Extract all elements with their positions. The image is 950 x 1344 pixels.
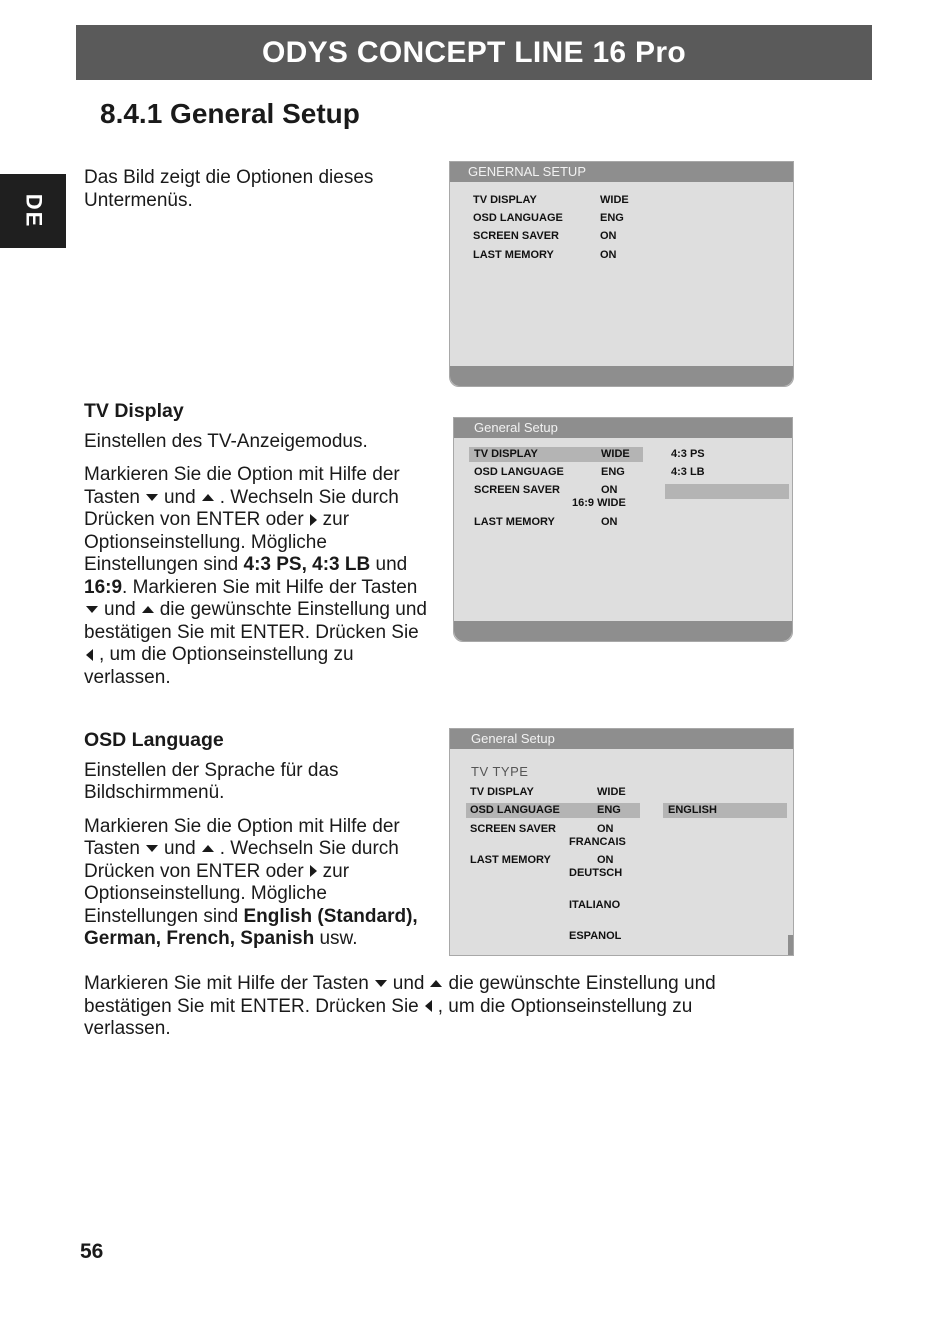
- osd-label: OSD LANGUAGE: [474, 466, 564, 478]
- text-span: und: [163, 838, 196, 859]
- osd-screen-tv-display: [453, 417, 793, 642]
- instruction-line: [84, 554, 454, 577]
- intro-line: Untermenüs.: [84, 189, 193, 211]
- text-span: zur: [322, 860, 350, 882]
- instruction-line: [84, 928, 454, 951]
- instruction-line: [84, 973, 784, 996]
- osd-language-section: [84, 729, 454, 951]
- arrow-down-icon: [146, 494, 158, 501]
- bold-span: 4:3 PS, 4:3 LB: [243, 554, 371, 575]
- text-span: bestätigen Sie mit ENTER. Drücken Sie: [84, 995, 419, 1017]
- osd-label: OSD LANGUAGE: [470, 804, 560, 816]
- osd-value: ON: [601, 484, 618, 496]
- text-span: , um die Optionseinstellung zu: [99, 644, 354, 665]
- bold-span: German, French, Spanish: [84, 928, 315, 949]
- osd-label: SCREEN SAVER: [473, 230, 559, 242]
- text-span: . Wechseln Sie durch: [219, 838, 399, 859]
- osd-label: SCREEN SAVER: [474, 484, 560, 496]
- text-span: Tasten: [84, 486, 140, 508]
- instruction-line: [84, 906, 454, 929]
- osd-subtitle: TV TYPE: [471, 764, 529, 779]
- osd-value: ON: [601, 516, 618, 528]
- intro-text: [84, 167, 373, 212]
- text-span: Drücken von ENTER oder: [84, 509, 304, 530]
- osd-bottom-bar: [454, 621, 792, 641]
- arrow-down-icon: [146, 845, 158, 852]
- osd-highlight: [665, 484, 789, 499]
- instruction-line: [84, 599, 454, 622]
- instruction-line: Optionseinstellung. Mögliche: [84, 531, 327, 553]
- osd-value: 16:9 WIDE: [572, 497, 626, 509]
- bold-span: English (Standard),: [243, 905, 418, 927]
- osd-value: ENG: [601, 466, 625, 478]
- text-span: und: [163, 486, 196, 508]
- osd-value: ON: [600, 230, 617, 242]
- arrow-right-icon: [310, 514, 317, 526]
- arrow-right-icon: [310, 865, 317, 877]
- instruction-line: [84, 644, 454, 667]
- osd-bottom-bar: [450, 366, 793, 386]
- osd-option: 4:3 LB: [671, 466, 705, 478]
- osd-label: TV DISPLAY: [473, 194, 537, 206]
- instruction-line: verlassen.: [84, 666, 171, 688]
- osd-option: 4:3 PS: [671, 448, 705, 460]
- osd-language-option: ITALIANO: [569, 899, 621, 911]
- instruction-line: verlassen.: [84, 1018, 171, 1039]
- osd-language-description: Einstellen der Sprache für das: [84, 759, 339, 781]
- text-span: . Wechseln Sie durch: [219, 486, 399, 508]
- arrow-down-icon: [375, 980, 387, 987]
- text-span: Einstellungen sind: [84, 905, 244, 927]
- arrow-left-icon: [86, 649, 93, 661]
- text-span: und: [392, 973, 425, 994]
- intro-line: Das Bild zeigt die Optionen dieses: [84, 167, 374, 188]
- osd-value: ENG: [600, 212, 624, 224]
- tv-display-section: [84, 400, 454, 689]
- osd-value: WIDE: [601, 448, 630, 460]
- instruction-line: Markieren Sie die Option mit Hilfe der: [84, 464, 400, 485]
- osd-value: ON: [600, 249, 617, 261]
- osd-value: ENG: [597, 804, 621, 816]
- instruction-line: bestätigen Sie mit ENTER. Drücken Sie: [84, 621, 419, 643]
- osd-title: General Setup: [454, 418, 792, 438]
- instruction-line: Optionseinstellung. Mögliche: [84, 883, 327, 904]
- header-title: ODYS CONCEPT LINE 16 Pro: [262, 35, 686, 69]
- instruction-line: [84, 577, 454, 600]
- osd-selected-language: ENGLISH: [668, 804, 717, 816]
- language-tab: [0, 174, 66, 248]
- text-span: Markieren Sie mit Hilfe der Tasten: [84, 973, 369, 994]
- osd-title: General Setup: [450, 729, 793, 749]
- osd-value: ON: [597, 854, 614, 866]
- osd-language-option: DEUTSCH: [569, 867, 623, 879]
- osd-title: GENERNAL SETUP: [450, 162, 793, 182]
- arrow-up-icon: [202, 845, 214, 852]
- text-span: Einstellungen sind: [84, 554, 244, 575]
- osd-value: WIDE: [600, 194, 629, 206]
- osd-label: SCREEN SAVER: [470, 823, 556, 835]
- osd-scroll-marker: [788, 935, 793, 955]
- bold-span: 16:9: [84, 576, 123, 598]
- osd-value: WIDE: [597, 786, 626, 798]
- osd-screen-general-setup: [449, 161, 794, 387]
- instruction-line: [84, 996, 784, 1019]
- osd-language-option: FRANCAIS: [569, 836, 626, 848]
- arrow-left-icon: [425, 1000, 432, 1012]
- osd-label: LAST MEMORY: [474, 516, 555, 528]
- arrow-up-icon: [202, 494, 214, 501]
- arrow-up-icon: [430, 980, 442, 987]
- text-span: und: [370, 554, 408, 575]
- osd-screen-osd-language: [449, 728, 794, 956]
- osd-value: ON: [597, 823, 614, 835]
- text-span: zur: [322, 509, 350, 530]
- tv-display-heading: TV Display: [84, 400, 184, 422]
- text-span: die gewünschte Einstellung und: [159, 599, 427, 620]
- arrow-down-icon: [86, 606, 98, 613]
- footer-instructions: [84, 973, 784, 1041]
- text-span: Tasten: [84, 838, 140, 859]
- osd-language-option: ESPANOL: [569, 930, 622, 942]
- tv-display-description: Einstellen des TV-Anzeigemodus.: [84, 430, 368, 452]
- osd-label: TV DISPLAY: [474, 448, 538, 460]
- text-span: usw.: [314, 928, 358, 949]
- page-number: 56: [80, 1240, 104, 1263]
- osd-label: OSD LANGUAGE: [473, 212, 563, 224]
- instruction-line: [84, 838, 454, 861]
- osd-label: TV DISPLAY: [470, 786, 534, 798]
- instruction-line: [84, 487, 454, 510]
- osd-language-heading: OSD Language: [84, 729, 224, 751]
- osd-label: LAST MEMORY: [470, 854, 551, 866]
- text-span: . Markieren Sie mit Hilfe der Tasten: [122, 576, 418, 598]
- instruction-line: [84, 509, 454, 532]
- arrow-up-icon: [142, 606, 154, 613]
- header-bar: [76, 25, 872, 80]
- text-span: Drücken von ENTER oder: [84, 860, 304, 882]
- osd-label: LAST MEMORY: [473, 249, 554, 261]
- osd-language-description: Bildschirmmenü.: [84, 782, 225, 803]
- language-tab-label: DE: [21, 193, 46, 229]
- text-span: die gewünschte Einstellung und: [448, 973, 716, 994]
- section-title: 8.4.1 General Setup: [100, 98, 360, 129]
- text-span: , um die Optionseinstellung zu: [437, 995, 693, 1017]
- instruction-line: [84, 861, 454, 884]
- instruction-line: Markieren Sie die Option mit Hilfe der: [84, 815, 400, 837]
- text-span: und: [104, 599, 136, 620]
